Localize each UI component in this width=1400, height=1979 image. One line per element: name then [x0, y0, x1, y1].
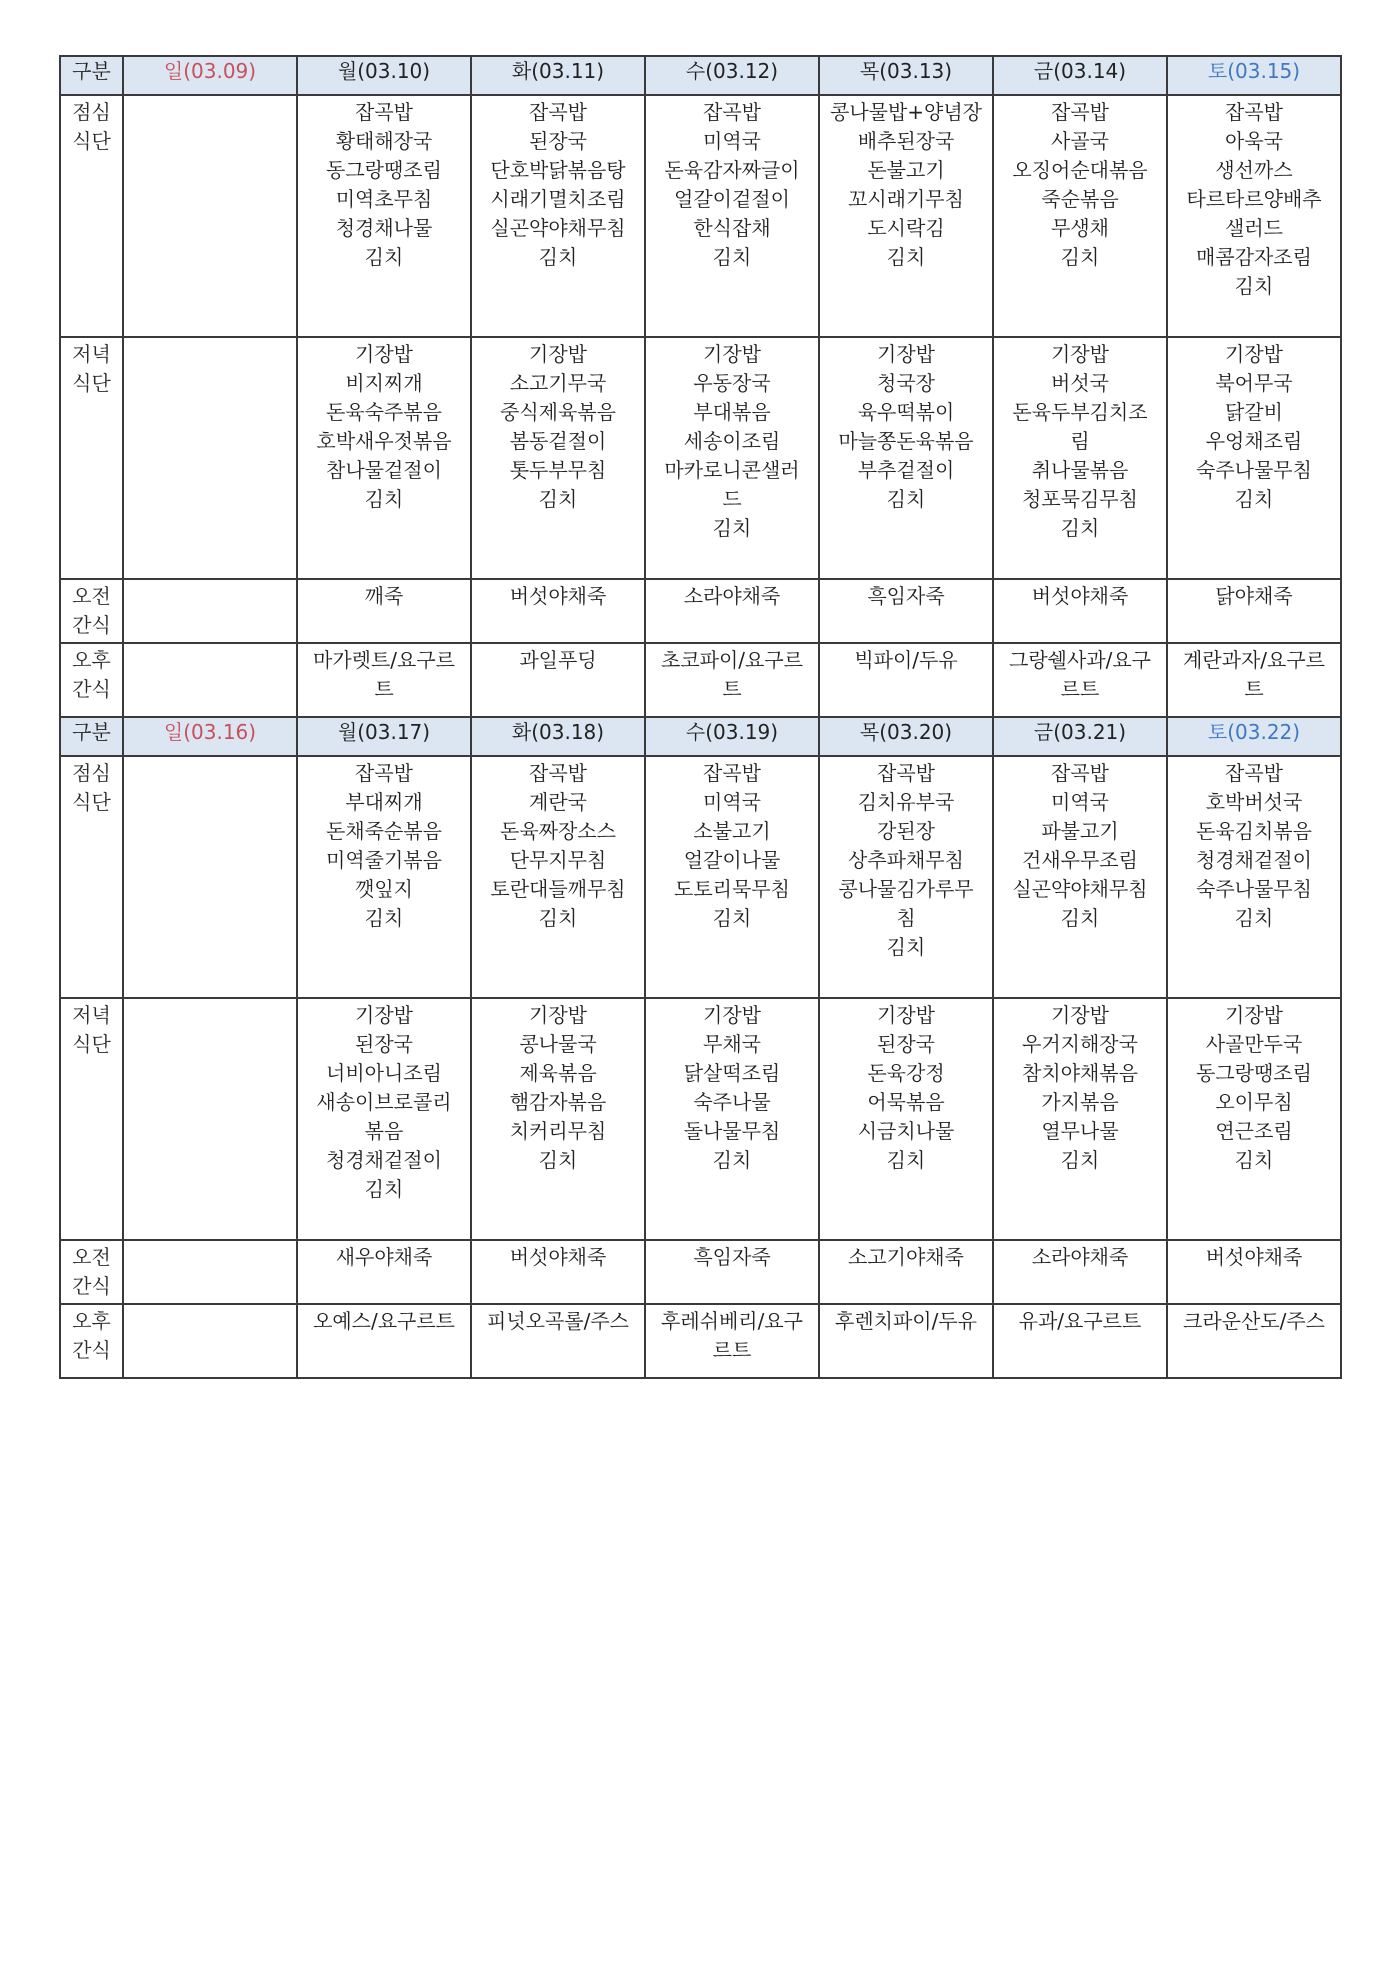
afternoon-snack-fri — [993, 1304, 1167, 1378]
menu-item: 실곤약야채무침 — [490, 216, 626, 240]
header-label: 구분 — [60, 717, 123, 756]
row-label-line: 오후 — [72, 648, 111, 672]
row-label-line: 간식 — [72, 677, 111, 701]
menu-item: 청경채겉절이 — [326, 1148, 442, 1172]
morning-snack-tue: 버섯야채죽 — [471, 1240, 645, 1304]
lunch-cell-thu — [819, 756, 993, 998]
afternoon-snack-tue — [471, 1304, 645, 1378]
menu-item: 유과/요구르트 — [1018, 1309, 1142, 1333]
menu-item: 호박버섯국 — [1205, 790, 1303, 814]
menu-item: 기장밥 — [1051, 1003, 1109, 1027]
menu-item: 잡곡밥 — [877, 761, 935, 785]
menu-item: 기장밥 — [355, 1003, 413, 1027]
row-label-line: 점심 — [72, 100, 111, 124]
row-label-line: 저녁 — [72, 1003, 111, 1027]
row-label-line: 간식 — [72, 1338, 111, 1362]
menu-item: 강된장 — [877, 819, 935, 843]
menu-item: 돈채죽순볶음 — [326, 819, 442, 843]
afternoon-snack-thu — [819, 1304, 993, 1378]
afternoon-snack-thu — [819, 643, 993, 717]
menu-item: 소고기무국 — [509, 371, 607, 395]
header-label: 구분 — [60, 56, 123, 95]
menu-item: 잡곡밥 — [703, 761, 761, 785]
lunch-cell-wed — [645, 756, 819, 998]
menu-item: 돈육강정 — [867, 1061, 945, 1085]
morning-snack-wed: 흑임자죽 — [645, 1240, 819, 1304]
menu-item: 김치 — [886, 245, 926, 269]
lunch-cell-fri — [993, 95, 1167, 337]
dinner-cell-sun — [123, 337, 297, 579]
menu-item: 오예스/요구르트 — [313, 1309, 455, 1333]
lunch-cell-sun — [123, 756, 297, 998]
afternoon-snack-sun — [123, 1304, 297, 1378]
menu-item: 샐러드 — [1225, 216, 1283, 240]
dinner-cell-thu — [819, 998, 993, 1240]
menu-item: 잡곡밥 — [1051, 761, 1109, 785]
day-header-thu: 목(03.20) — [819, 717, 993, 756]
afternoon-snack-row — [60, 1304, 1341, 1378]
menu-item: 기장밥 — [529, 342, 587, 366]
menu-item: 가지볶음 — [1041, 1090, 1119, 1114]
menu-item: 김치 — [886, 487, 926, 511]
menu-item: 된장국 — [529, 129, 587, 153]
menu-item: 김치 — [538, 906, 578, 930]
menu-item: 너비아니조림 — [326, 1061, 442, 1085]
menu-item: 우동장국 — [693, 371, 771, 395]
morning-snack-sat: 버섯야채죽 — [1167, 1240, 1341, 1304]
afternoon-snack-tue — [471, 643, 645, 717]
menu-item: 계란국 — [529, 790, 587, 814]
menu-item: 김치 — [538, 245, 578, 269]
lunch-cell-thu — [819, 95, 993, 337]
morning-snack-sat: 닭야채죽 — [1167, 579, 1341, 643]
menu-item: 청국장 — [877, 371, 935, 395]
lunch-cell-mon — [297, 95, 471, 337]
menu-item: 잡곡밥 — [703, 100, 761, 124]
menu-item: 후레쉬베리/요구 — [661, 1309, 803, 1333]
lunch-cell-wed — [645, 95, 819, 337]
lunch-cell-tue — [471, 756, 645, 998]
morning-snack-thu: 소고기야채죽 — [819, 1240, 993, 1304]
menu-item: 르트 — [712, 1338, 752, 1362]
dinner-cell-mon — [297, 337, 471, 579]
menu-item: 취나물볶음 — [1031, 458, 1129, 482]
menu-item: 닭살떡조림 — [683, 1061, 781, 1085]
menu-item: 햄감자볶음 — [509, 1090, 607, 1114]
menu-item: 김치 — [712, 906, 752, 930]
menu-item: 기장밥 — [1051, 342, 1109, 366]
afternoon-snack-mon — [297, 643, 471, 717]
menu-item: 잡곡밥 — [529, 761, 587, 785]
menu-item: 부대볶음 — [693, 400, 771, 424]
menu-item: 한식잡채 — [693, 216, 771, 240]
afternoon-snack-mon — [297, 1304, 471, 1378]
menu-item: 김치 — [364, 1177, 404, 1201]
day-header-fri: 금(03.21) — [993, 717, 1167, 756]
menu-item: 북어무국 — [1215, 371, 1293, 395]
header-row — [60, 56, 1341, 95]
menu-item: 미역국 — [1051, 790, 1109, 814]
menu-item: 시래기멸치조림 — [490, 187, 626, 211]
menu-item: 청포묵김무침 — [1022, 487, 1138, 511]
menu-item: 트 — [374, 677, 394, 701]
day-header-wed: 수(03.12) — [645, 56, 819, 95]
menu-item: 김치 — [1060, 1148, 1100, 1172]
menu-item: 배추된장국 — [857, 129, 955, 153]
dinner-label — [60, 998, 123, 1240]
menu-item: 치커리무침 — [509, 1119, 607, 1143]
menu-item: 기장밥 — [877, 1003, 935, 1027]
menu-item: 마카로니콘샐러 — [664, 458, 800, 482]
dinner-cell-wed — [645, 998, 819, 1240]
lunch-cell-sat — [1167, 95, 1341, 337]
menu-item: 트 — [1244, 677, 1264, 701]
menu-item: 건새우무조림 — [1022, 848, 1138, 872]
menu-item: 제육볶음 — [519, 1061, 597, 1085]
menu-item: 열무나물 — [1041, 1119, 1119, 1143]
row-label-line: 오후 — [72, 1309, 111, 1333]
menu-item: 부추겉절이 — [857, 458, 955, 482]
menu-item: 잡곡밥 — [1051, 100, 1109, 124]
menu-item: 돈육김치볶음 — [1196, 819, 1312, 843]
dinner-cell-fri — [993, 337, 1167, 579]
row-label-line: 식단 — [72, 1032, 111, 1056]
menu-item: 잡곡밥 — [355, 100, 413, 124]
row-label-line: 점심 — [72, 761, 111, 785]
menu-item: 미역국 — [703, 790, 761, 814]
menu-item: 김치 — [538, 1148, 578, 1172]
day-header-sat: 토(03.22) — [1167, 717, 1341, 756]
afternoon-snack-row — [60, 643, 1341, 717]
dinner-cell-thu — [819, 337, 993, 579]
dinner-cell-tue — [471, 998, 645, 1240]
menu-item: 김치 — [886, 935, 926, 959]
menu-item: 연근조림 — [1215, 1119, 1293, 1143]
dinner-cell-tue — [471, 337, 645, 579]
dinner-label — [60, 337, 123, 579]
day-header-tue: 화(03.11) — [471, 56, 645, 95]
lunch-cell-sun — [123, 95, 297, 337]
menu-item: 김치 — [1060, 245, 1100, 269]
menu-item: 트 — [722, 677, 742, 701]
menu-item: 김치 — [712, 245, 752, 269]
menu-item: 청경채겉절이 — [1196, 848, 1312, 872]
morning-snack-sun — [123, 1240, 297, 1304]
day-header-sat: 토(03.15) — [1167, 56, 1341, 95]
menu-item: 숙주나물무침 — [1196, 458, 1312, 482]
lunch-cell-sat — [1167, 756, 1341, 998]
day-header-mon: 월(03.17) — [297, 717, 471, 756]
menu-item: 토란대들깨무침 — [490, 877, 626, 901]
menu-item: 초코파이/요구르 — [661, 648, 803, 672]
day-header-tue: 화(03.18) — [471, 717, 645, 756]
dinner-cell-sun — [123, 998, 297, 1240]
menu-item: 단호박닭볶음탕 — [490, 158, 626, 182]
menu-item: 꼬시래기무침 — [848, 187, 964, 211]
menu-item: 기장밥 — [1225, 342, 1283, 366]
dinner-cell-sat — [1167, 998, 1341, 1240]
lunch-cell-fri — [993, 756, 1167, 998]
lunch-cell-mon — [297, 756, 471, 998]
menu-item: 죽순볶음 — [1041, 187, 1119, 211]
menu-item: 잡곡밥 — [1225, 761, 1283, 785]
dinner-row — [60, 998, 1341, 1240]
row-label-line: 저녁 — [72, 342, 111, 366]
menu-item: 미역줄기볶음 — [326, 848, 442, 872]
menu-item: 중식제육볶음 — [500, 400, 616, 424]
menu-item: 어묵볶음 — [867, 1090, 945, 1114]
afternoon-snack-sat — [1167, 643, 1341, 717]
menu-item: 도토리묵무침 — [674, 877, 790, 901]
menu-item: 숙주나물무침 — [1196, 877, 1312, 901]
menu-item: 실곤약야채무침 — [1012, 877, 1148, 901]
menu-item: 마가렛트/요구르 — [313, 648, 455, 672]
menu-item: 김치 — [1060, 516, 1100, 540]
menu-item: 세송이조림 — [683, 429, 781, 453]
menu-item: 콩나물국 — [519, 1032, 597, 1056]
menu-item: 볶음 — [364, 1119, 404, 1143]
menu-item: 기장밥 — [877, 342, 935, 366]
menu-item: 참나물겉절이 — [326, 458, 442, 482]
menu-item: 단무지무침 — [509, 848, 607, 872]
morning-snack-label — [60, 579, 123, 643]
menu-item: 기장밥 — [1225, 1003, 1283, 1027]
menu-item: 콩나물밥+양념장 — [830, 100, 982, 124]
week-table-1 — [59, 55, 1342, 718]
menu-item: 침 — [896, 906, 916, 930]
afternoon-snack-sat — [1167, 1304, 1341, 1378]
menu-item: 매콤감자조림 — [1196, 245, 1312, 269]
header-row — [60, 717, 1341, 756]
morning-snack-fri: 소라야채죽 — [993, 1240, 1167, 1304]
menu-item: 소불고기 — [693, 819, 771, 843]
morning-snack-row — [60, 579, 1341, 643]
row-label-line: 오전 — [72, 584, 111, 608]
morning-snack-thu: 흑임자죽 — [819, 579, 993, 643]
menu-item: 마늘쫑돈육볶음 — [838, 429, 974, 453]
menu-item: 김치 — [1234, 274, 1274, 298]
menu-item: 생선까스 — [1215, 158, 1293, 182]
menu-item: 참치야채볶음 — [1022, 1061, 1138, 1085]
menu-item: 김치 — [1234, 487, 1274, 511]
menu-item: 청경채나물 — [335, 216, 433, 240]
menu-item: 돈육짜장소스 — [500, 819, 616, 843]
lunch-row — [60, 756, 1341, 998]
menu-item: 잡곡밥 — [529, 100, 587, 124]
menu-item: 림 — [1070, 429, 1090, 453]
menu-item: 미역국 — [703, 129, 761, 153]
dinner-cell-fri — [993, 998, 1167, 1240]
menu-item: 호박새우젓볶음 — [316, 429, 452, 453]
afternoon-snack-wed — [645, 643, 819, 717]
menu-item: 된장국 — [877, 1032, 935, 1056]
row-label-line: 오전 — [72, 1245, 111, 1269]
menu-item: 미역초무침 — [335, 187, 433, 211]
menu-item: 크라운산도/주스 — [1183, 1309, 1325, 1333]
morning-snack-mon: 깨죽 — [297, 579, 471, 643]
menu-item: 버섯국 — [1051, 371, 1109, 395]
menu-item: 파불고기 — [1041, 819, 1119, 843]
menu-item: 돈육숙주볶음 — [326, 400, 442, 424]
menu-item: 계란과자/요구르 — [1183, 648, 1325, 672]
menu-item: 잡곡밥 — [355, 761, 413, 785]
afternoon-snack-fri — [993, 643, 1167, 717]
dinner-row — [60, 337, 1341, 579]
menu-item: 상추파채무침 — [848, 848, 964, 872]
day-header-fri: 금(03.14) — [993, 56, 1167, 95]
morning-snack-wed: 소라야채죽 — [645, 579, 819, 643]
menu-item: 우거지해장국 — [1022, 1032, 1138, 1056]
menu-item: 돈불고기 — [867, 158, 945, 182]
menu-item: 무생채 — [1051, 216, 1109, 240]
menu-item: 김치 — [1234, 1148, 1274, 1172]
menu-item: 깻잎지 — [355, 877, 413, 901]
day-header-thu: 목(03.13) — [819, 56, 993, 95]
menu-item: 동그랑땡조림 — [326, 158, 442, 182]
morning-snack-tue: 버섯야채죽 — [471, 579, 645, 643]
menu-item: 기장밥 — [703, 342, 761, 366]
menu-item: 드 — [722, 487, 742, 511]
menu-item: 톳두부무침 — [509, 458, 607, 482]
afternoon-snack-sun — [123, 643, 297, 717]
row-label-line: 식단 — [72, 371, 111, 395]
afternoon-snack-label — [60, 1304, 123, 1378]
menu-item: 후렌치파이/두유 — [835, 1309, 977, 1333]
menu-item: 사골국 — [1051, 129, 1109, 153]
menu-item: 비지찌개 — [345, 371, 423, 395]
morning-snack-mon: 새우야채죽 — [297, 1240, 471, 1304]
menu-item: 오징어순대볶음 — [1012, 158, 1148, 182]
dinner-cell-sat — [1167, 337, 1341, 579]
dinner-cell-mon — [297, 998, 471, 1240]
menu-item: 도시락김 — [867, 216, 945, 240]
menu-item: 부대찌개 — [345, 790, 423, 814]
menu-item: 아욱국 — [1225, 129, 1283, 153]
morning-snack-sun — [123, 579, 297, 643]
menu-item: 김치 — [886, 1148, 926, 1172]
menu-item: 돈육감자짜글이 — [664, 158, 800, 182]
day-header-mon: 월(03.10) — [297, 56, 471, 95]
menu-item: 우엉채조림 — [1205, 429, 1303, 453]
menu-item: 시금치나물 — [857, 1119, 955, 1143]
menu-item: 얼갈이나물 — [683, 848, 781, 872]
row-label-line: 식단 — [72, 129, 111, 153]
menu-item: 김치 — [364, 906, 404, 930]
menu-item: 돌나물무침 — [683, 1119, 781, 1143]
menu-item: 김치 — [1234, 906, 1274, 930]
row-label-line: 식단 — [72, 790, 111, 814]
afternoon-snack-label — [60, 643, 123, 717]
morning-snack-row — [60, 1240, 1341, 1304]
dinner-cell-wed — [645, 337, 819, 579]
day-header-wed: 수(03.19) — [645, 717, 819, 756]
menu-item: 얼갈이겉절이 — [674, 187, 790, 211]
row-label-line: 간식 — [72, 613, 111, 637]
menu-item: 돈육두부김치조 — [1012, 400, 1148, 424]
menu-item: 육우떡볶이 — [857, 400, 955, 424]
menu-item: 기장밥 — [703, 1003, 761, 1027]
lunch-label — [60, 756, 123, 998]
menu-item: 무채국 — [703, 1032, 761, 1056]
menu-item: 숙주나물 — [693, 1090, 771, 1114]
menu-item: 그랑쉘사과/요구 — [1009, 648, 1151, 672]
day-header-sun: 일(03.09) — [123, 56, 297, 95]
lunch-cell-tue — [471, 95, 645, 337]
menu-item: 빅파이/두유 — [854, 648, 958, 672]
lunch-row — [60, 95, 1341, 337]
menu-item: 황태해장국 — [335, 129, 433, 153]
menu-item: 김치 — [712, 516, 752, 540]
menu-item: 과일푸딩 — [519, 648, 597, 672]
lunch-label — [60, 95, 123, 337]
menu-item: 김치 — [364, 245, 404, 269]
menu-item: 콩나물김가루무 — [838, 877, 974, 901]
menu-item: 동그랑땡조림 — [1196, 1061, 1312, 1085]
day-header-sun: 일(03.16) — [123, 717, 297, 756]
menu-item: 봄동겉절이 — [509, 429, 607, 453]
menu-item: 닭갈비 — [1225, 400, 1283, 424]
morning-snack-fri: 버섯야채죽 — [993, 579, 1167, 643]
row-label-line: 간식 — [72, 1274, 111, 1298]
menu-item: 오이무침 — [1215, 1090, 1293, 1114]
menu-item: 김치 — [712, 1148, 752, 1172]
menu-item: 김치 — [1060, 906, 1100, 930]
menu-item: 김치유부국 — [857, 790, 955, 814]
menu-item: 기장밥 — [355, 342, 413, 366]
menu-sheet — [59, 55, 1341, 1379]
menu-item: 피넛오곡롤/주스 — [487, 1309, 629, 1333]
menu-item: 잡곡밥 — [1225, 100, 1283, 124]
menu-item: 김치 — [364, 487, 404, 511]
menu-item: 된장국 — [355, 1032, 413, 1056]
morning-snack-label — [60, 1240, 123, 1304]
menu-item: 김치 — [538, 487, 578, 511]
menu-item: 새송이브로콜리 — [316, 1090, 452, 1114]
menu-item: 타르타르양배추 — [1186, 187, 1322, 211]
menu-item: 르트 — [1060, 677, 1100, 701]
afternoon-snack-wed — [645, 1304, 819, 1378]
menu-item: 기장밥 — [529, 1003, 587, 1027]
week-table-2 — [59, 716, 1342, 1379]
menu-item: 사골만두국 — [1205, 1032, 1303, 1056]
